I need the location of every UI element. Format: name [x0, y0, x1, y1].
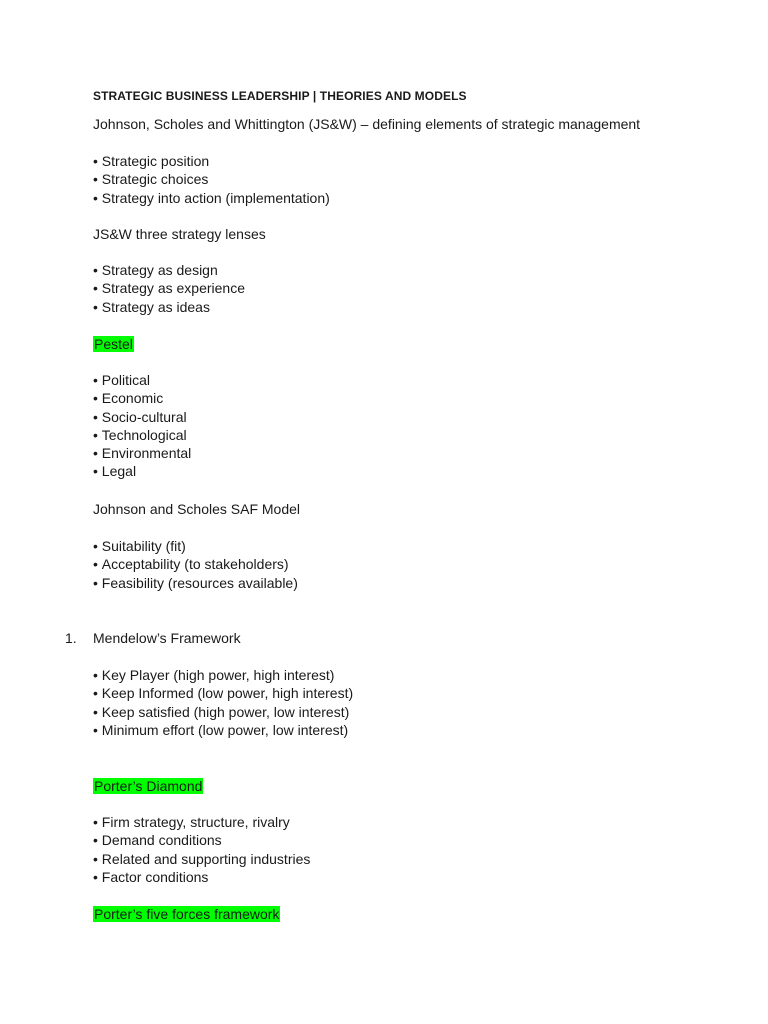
list-item: • Factor conditions — [93, 868, 310, 886]
list-item: • Minimum effort (low power, low interest) — [93, 721, 353, 739]
list-item: • Strategy as design — [93, 261, 245, 279]
list-item: • Economic — [93, 389, 191, 407]
list-item: • Strategy as experience — [93, 279, 245, 297]
five-forces-heading: Porter’s five forces framework — [94, 906, 280, 922]
strategy-lenses-list — [93, 261, 245, 316]
mendelow-heading: Mendelow’s Framework — [93, 630, 241, 646]
document-title: STRATEGIC BUSINESS LEADERSHIP | THEORIES AND MODELS — [93, 89, 467, 103]
mendelow-list — [93, 666, 353, 739]
list-item: • Related and supporting industries — [93, 850, 310, 868]
list-item: • Legal — [93, 462, 191, 480]
pestel-list — [93, 371, 191, 481]
list-item: • Strategy as ideas — [93, 298, 245, 316]
list-item: • Strategic choices — [93, 170, 330, 188]
pestel-heading: Pestel — [94, 336, 133, 352]
strategic-elements-list — [93, 152, 330, 207]
list-item: • Environmental — [93, 444, 191, 462]
subtitle: Johnson, Scholes and Whittington (JS&W) – defining elements of strategic management — [93, 116, 641, 132]
list-item: • Strategy into action (implementation) — [93, 189, 330, 207]
saf-list — [93, 537, 298, 592]
lenses-heading: JS&W three strategy lenses — [93, 226, 266, 242]
porters-diamond-list — [93, 813, 310, 886]
list-item: • Keep satisfied (high power, low interest) — [93, 703, 353, 721]
list-number: 1. — [65, 630, 77, 646]
porters-diamond-heading: Porter’s Diamond — [94, 778, 203, 794]
list-item: • Feasibility (resources available) — [93, 574, 298, 592]
list-item: • Acceptability (to stakeholders) — [93, 555, 298, 573]
list-item: • Demand conditions — [93, 831, 310, 849]
list-item: • Suitability (fit) — [93, 537, 298, 555]
list-item: • Socio-cultural — [93, 408, 191, 426]
list-item: • Strategic position — [93, 152, 330, 170]
list-item: • Key Player (high power, high interest) — [93, 666, 353, 684]
list-item: • Political — [93, 371, 191, 389]
list-item: • Keep Informed (low power, high interest) — [93, 684, 353, 702]
list-item: • Firm strategy, structure, rivalry — [93, 813, 310, 831]
saf-heading: Johnson and Scholes SAF Model — [93, 501, 301, 517]
list-item: • Technological — [93, 426, 191, 444]
